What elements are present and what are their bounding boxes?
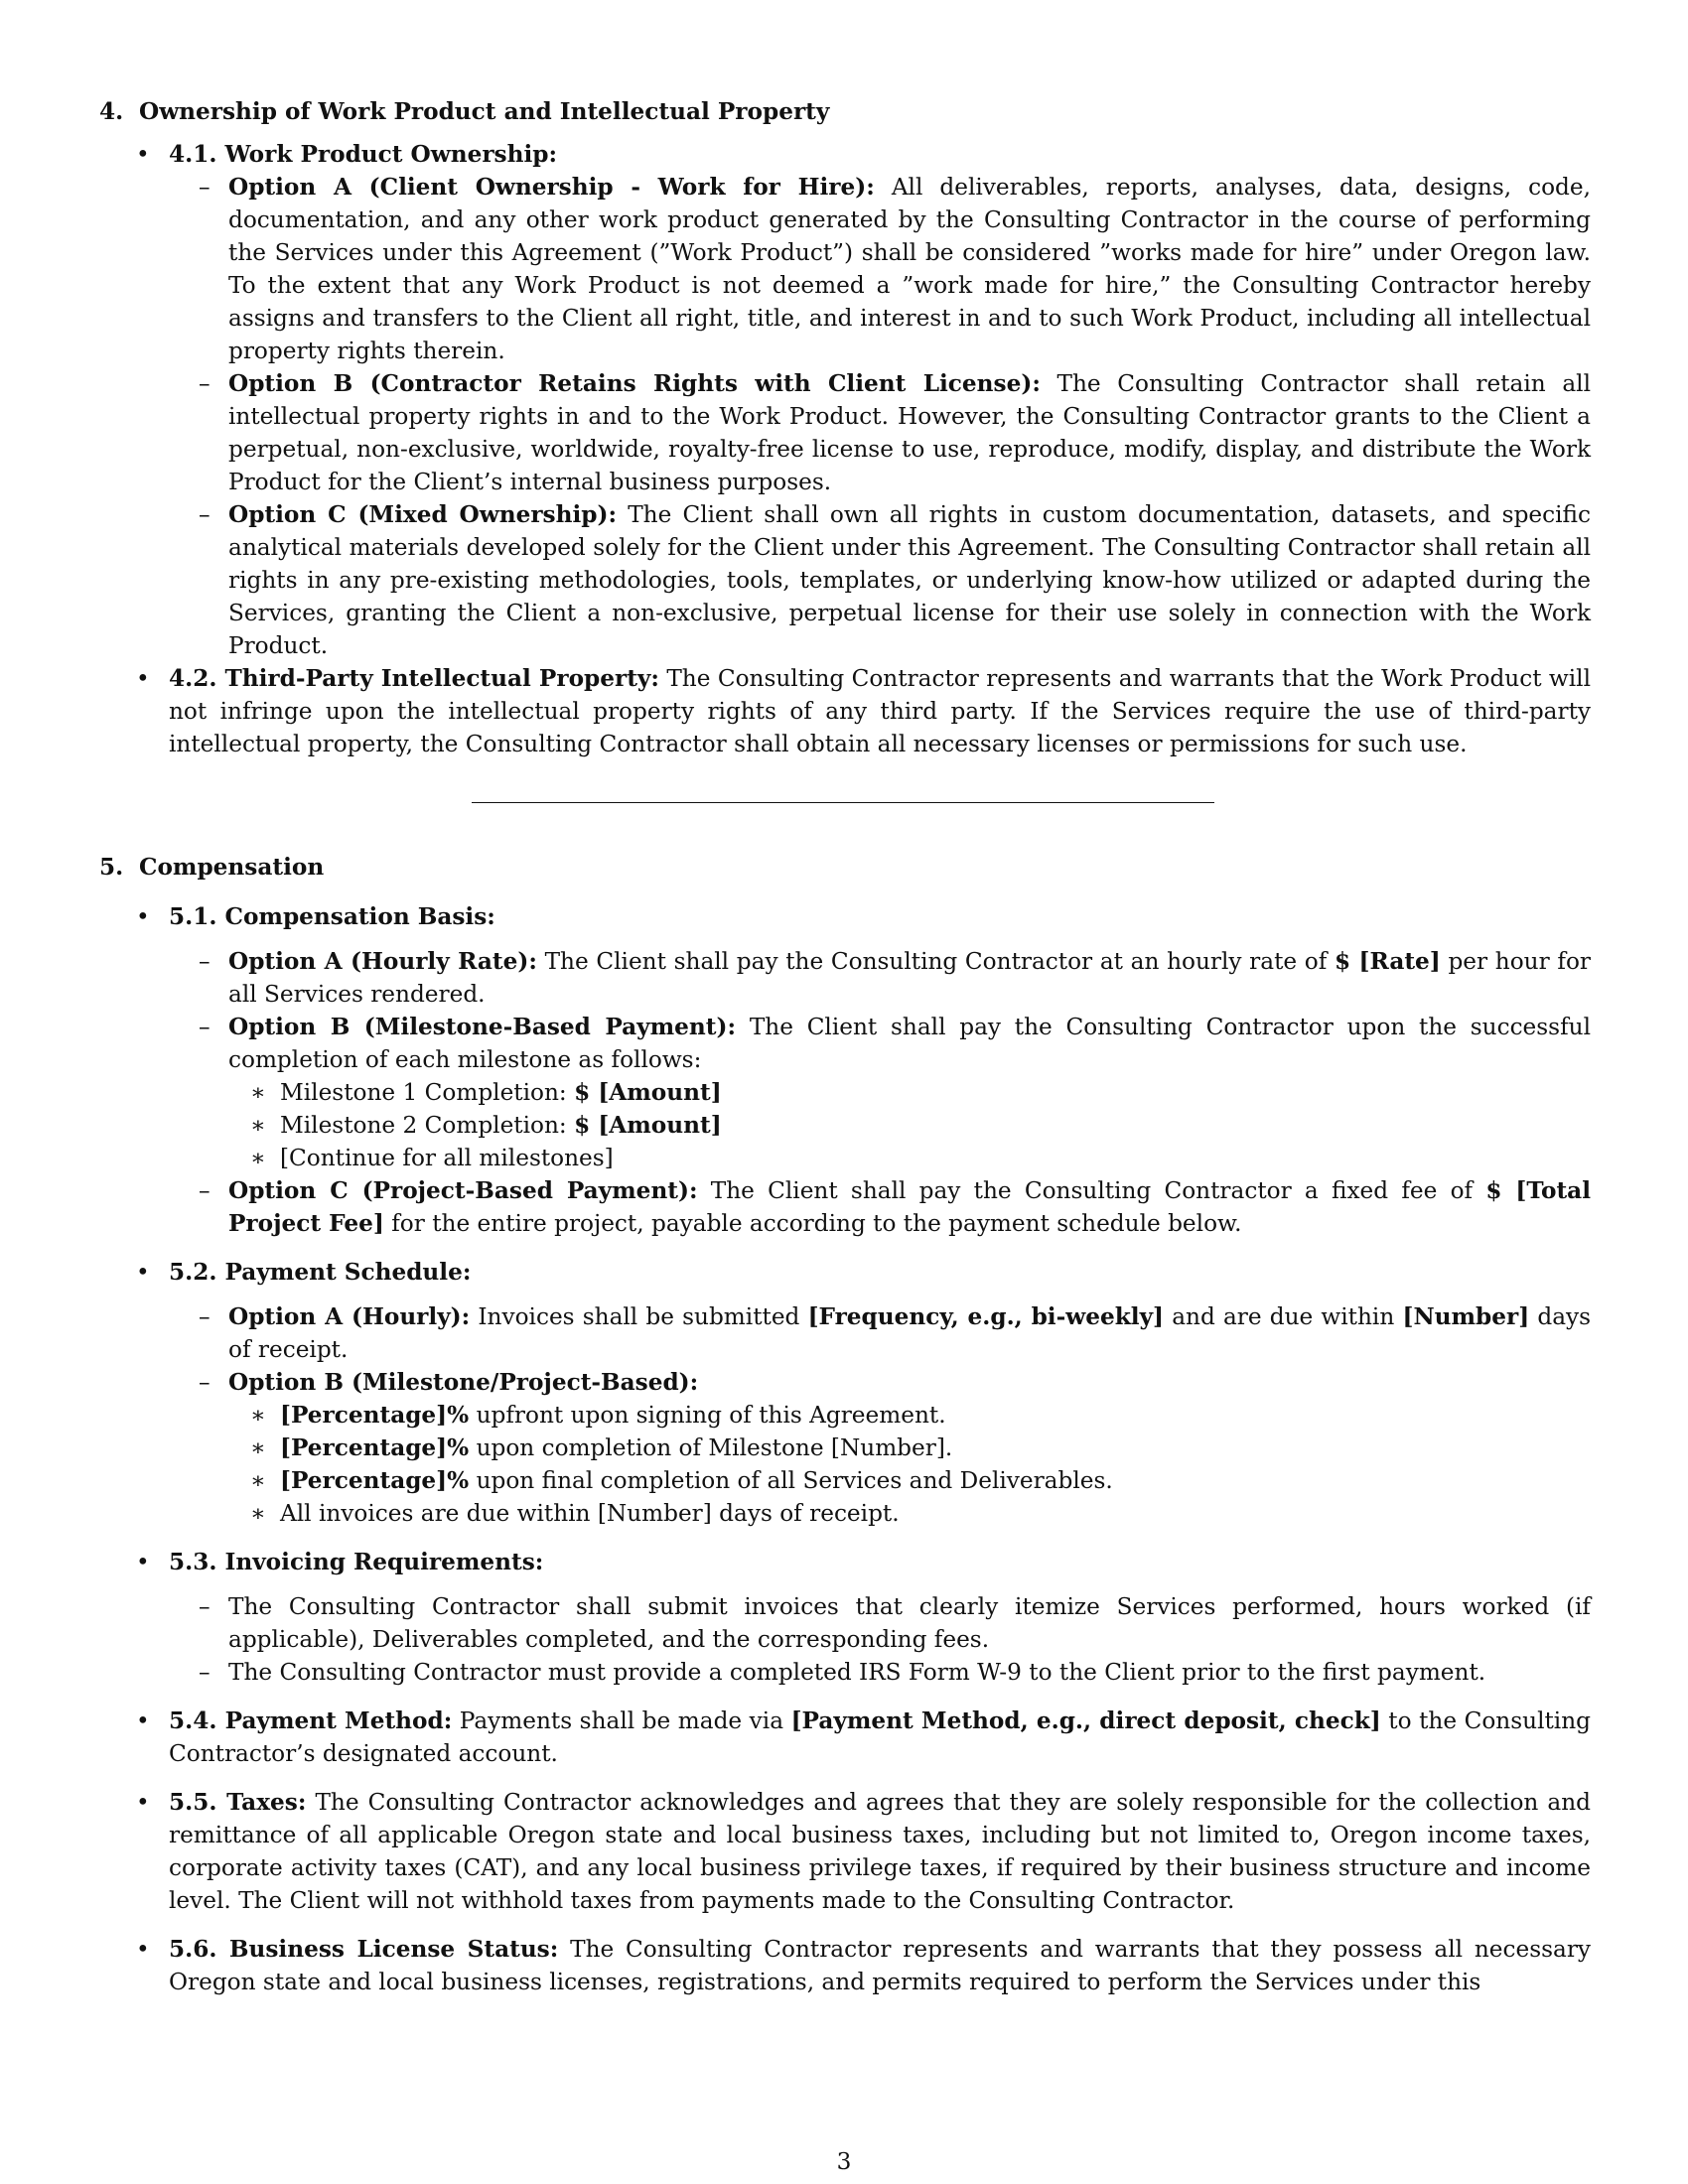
milestone-item: ∗ [Continue for all milestones]: [228, 1142, 1591, 1174]
section-5-list: [99, 900, 1591, 1998]
invoicing-item: – The Consulting Contractor must provide a completed IRS Form W-9 to the Client prior to the first payment.: [169, 1656, 1591, 1689]
clause-5-2: • 5.2. Payment Schedule: – Option A (Hourly): Invoices shall be submitted [Frequency, e.g., bi-weekly] and are due within [Number] days of receipt. – Option B (Milestone/Project-Based): ∗ [Percentage]% upfront upon signing of this Agreement. ∗ [Percentage]% upon completion of Milestone [Number]. ∗ [Percentage]% upon final completion of all Services and Deliverables. ∗ All invoices are due within [Number] days of receipt.: [99, 1256, 1591, 1530]
milestone-item: ∗ Milestone 2 Completion: $ [Amount]: [228, 1109, 1591, 1142]
schedule-item: ∗ All invoices are due within [Number] days of receipt.: [228, 1497, 1591, 1530]
schedule-item: ∗ [Percentage]% upon completion of Milestone [Number].: [228, 1432, 1591, 1464]
option-5-1-b: – Option B (Milestone-Based Payment): The Client shall pay the Consulting Contractor upon the successful completion of each milestone as follows: ∗ Milestone 1 Completion: $ [Amount] ∗ Milestone 2 Completion: $ [Amount] ∗ [Continue for all milestones]: [169, 1011, 1591, 1174]
clause-4-1-label: 4.1. Work Product Ownership:: [169, 141, 558, 168]
clause-5-6: • 5.6. Business License Status: The Consulting Contractor represents and warrants that they possess all necessary Oregon state and local business licenses, registrations, and permits required to perform the Services under this: [99, 1933, 1591, 1998]
option-5-2-b: – Option B (Milestone/Project-Based): ∗ [Percentage]% upfront upon signing of this Agreement. ∗ [Percentage]% upon completion of Milestone [Number]. ∗ [Percentage]% upon final completion of all Services and Deliverables. ∗ All invoices are due within [Number] days of receipt.: [169, 1366, 1591, 1530]
clause-5-2-options: [169, 1300, 1591, 1530]
invoicing-list: [169, 1590, 1591, 1689]
clause-5-3: • 5.3. Invoicing Requirements: – The Consulting Contractor shall submit invoices that clearly itemize Services performed, hours worked (if applicable), Deliverables completed, and the corresponding fees. – The Consulting Contractor must provide a completed IRS Form W-9 to the Client prior to the first payment.: [99, 1546, 1591, 1689]
page-number: 3: [836, 2148, 852, 2175]
option-4-1-b: – Option B (Contractor Retains Rights with Client License): The Consulting Contractor shall retain all intellectual property rights in and to the Work Product. However, the Consulting Contractor grants to the Client a perpetual, non-exclusive, worldwide, royalty-free license to use, reproduce, modify, display, and distribute the Work Product for the Client’s internal business purposes.: [169, 367, 1591, 498]
clause-5-5: • 5.5. Taxes: The Consulting Contractor acknowledges and agrees that they are solely responsible for the collection and remittance of all applicable Oregon state and local business taxes, including but not limited to, Oregon income taxes, corporate activity taxes (CAT), and any local business privilege taxes, if required by their business structure and income level. The Client will not withhold taxes from payments made to the Consulting Contractor.: [99, 1786, 1591, 1917]
option-4-1-c: – Option C (Mixed Ownership): The Client shall own all rights in custom documentation, datasets, and specific analytical materials developed solely for the Client under this Agreement. The Consulting Contractor shall retain all rights in any pre-existing methodologies, tools, templates, or underlying know-how utilized or adapted during the Services, granting the Client a non-exclusive, perpetual license for their use solely in connection with the Work Product.: [169, 498, 1591, 662]
milestone-item: ∗ Milestone 1 Completion: $ [Amount]: [228, 1076, 1591, 1109]
schedule-item: ∗ [Percentage]% upon final completion of all Services and Deliverables.: [228, 1464, 1591, 1497]
document-page: [99, 95, 1591, 1998]
clause-5-4: • 5.4. Payment Method: Payments shall be made via [Payment Method, e.g., direct deposit, check] to the Consulting Contractor’s designated account.: [99, 1705, 1591, 1770]
milestone-list: [228, 1076, 1591, 1174]
schedule-item: ∗ [Percentage]% upfront upon signing of this Agreement.: [228, 1399, 1591, 1432]
option-5-1-c: – Option C (Project-Based Payment): The Client shall pay the Consulting Contractor a fixed fee of $ [Total Project Fee] for the entire project, payable according to the payment schedule below.: [169, 1174, 1591, 1240]
clause-4-2: • 4.2. Third-Party Intellectual Property: The Consulting Contractor represents and warrants that the Work Product will not infringe upon the intellectual property rights of any third party. If the Services require the use of third-party intellectual property, the Consulting Contractor shall obtain all necessary licenses or permissions for such use.: [99, 662, 1591, 760]
clause-4-1-options: [169, 171, 1591, 662]
option-4-1-a: – Option A (Client Ownership - Work for Hire): All deliverables, reports, analyses, data, designs, code, documentation, and any other work product generated by the Consulting Contractor in the course of performing the Services under this Agreement (”Work Product”) shall be considered ”works made for hire” under Oregon law. To the extent that any Work Product is not deemed a ”work made for hire,” the Consulting Contractor hereby assigns and transfers to the Client all right, title, and interest in and to such Work Product, including all intellectual property rights therein.: [169, 171, 1591, 367]
clause-5-1-options: [169, 945, 1591, 1240]
section-4-heading: 4. Ownership of Work Product and Intellectual Property: [99, 98, 830, 125]
section-5-heading: 5. Compensation: [99, 854, 325, 881]
section-divider: [472, 802, 1214, 803]
payment-schedule-list: [228, 1399, 1591, 1530]
section-4-list: [99, 138, 1591, 760]
clause-5-1: • 5.1. Compensation Basis: – Option A (Hourly Rate): The Client shall pay the Consulting Contractor at an hourly rate of $ [Rate] per hour for all Services rendered. – Option B (Milestone-Based Payment): The Client shall pay the Consulting Contractor upon the successful completion of each milestone as follows: ∗ Milestone 1 Completion: $ [Amount] ∗ Milestone 2 Completion: $ [Amount] ∗ [Continue for all milestones] – Option C (Project-Based Payment): The Client shall pay the Consulting Contractor a fixed fee of $ [Total Project Fee] for the entire project, payable according to the payment schedule below.: [99, 900, 1591, 1240]
option-5-2-a: – Option A (Hourly): Invoices shall be submitted [Frequency, e.g., bi-weekly] and are due within [Number] days of receipt.: [169, 1300, 1591, 1366]
clause-4-1: [99, 138, 1591, 662]
option-5-1-a: – Option A (Hourly Rate): The Client shall pay the Consulting Contractor at an hourly rate of $ [Rate] per hour for all Services rendered.: [169, 945, 1591, 1011]
invoicing-item: – The Consulting Contractor shall submit invoices that clearly itemize Services performed, hours worked (if applicable), Deliverables completed, and the corresponding fees.: [169, 1590, 1591, 1656]
